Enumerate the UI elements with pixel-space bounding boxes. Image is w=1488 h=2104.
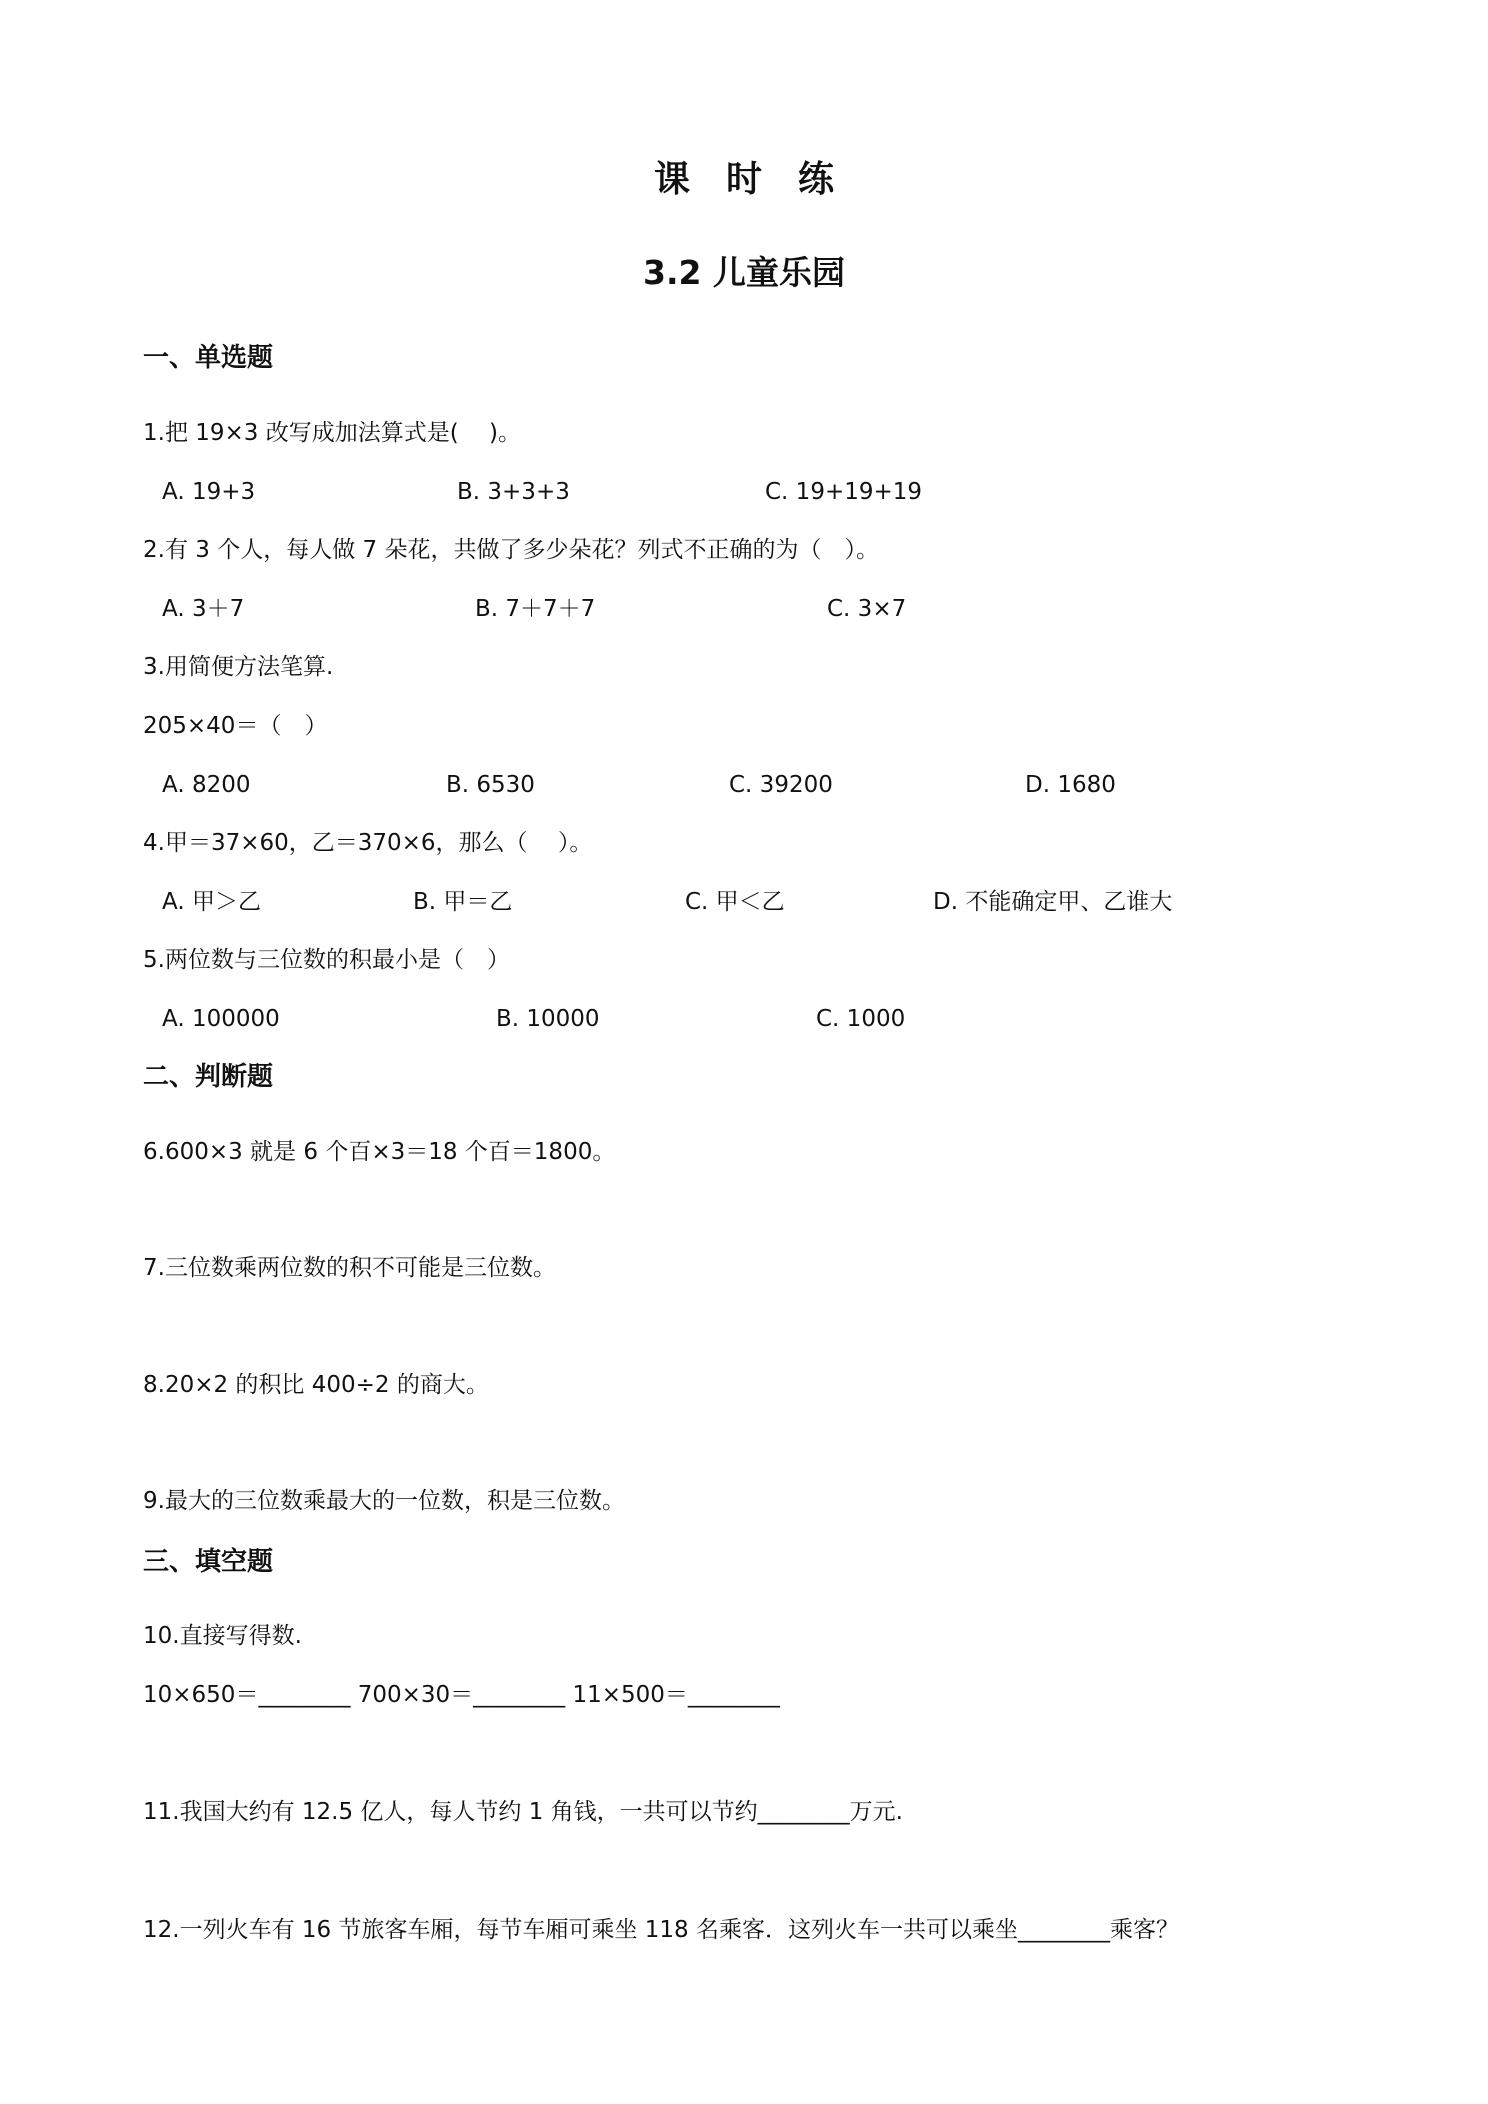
section-heading-true-false: 二、判断题 <box>143 1062 274 1092</box>
section-heading-single-choice: 一、单选题 <box>143 343 274 373</box>
question-10-blanks: 10×650＝________ 700×30＝________ 11×500＝________ <box>143 1682 780 1708</box>
question-2-option-c: C. 3×7 <box>827 596 907 622</box>
question-2-option-a: A. 3＋7 <box>162 596 245 622</box>
question-11-stem: 11.我国大约有 12.5 亿人，每人节约 1 角钱，一共可以节约________万元. <box>143 1799 903 1825</box>
question-3-stem: 3.用简便方法笔算. <box>143 654 334 680</box>
question-3-option-c: C. 39200 <box>729 772 833 798</box>
question-6-statement: 6.600×3 就是 6 个百×3＝18 个百＝1800。 <box>143 1139 616 1165</box>
question-8-statement: 8.20×2 的积比 400÷2 的商大。 <box>143 1372 489 1398</box>
question-5-option-a: A. 100000 <box>162 1006 280 1032</box>
question-4-option-a: A. 甲＞乙 <box>162 889 261 915</box>
question-1-stem: 1.把 19×3 改写成加法算式是( )。 <box>143 420 521 446</box>
question-9-statement: 9.最大的三位数乘最大的一位数，积是三位数。 <box>143 1488 625 1514</box>
question-4-stem: 4.甲＝37×60，乙＝370×6，那么（ ）。 <box>143 830 593 856</box>
page-title: 课 时 练 <box>653 159 834 200</box>
question-5-option-b: B. 10000 <box>496 1006 600 1032</box>
question-1-option-c: C. 19+19+19 <box>765 479 923 505</box>
page-subtitle: 3.2 儿童乐园 <box>643 253 845 292</box>
question-7-statement: 7.三位数乘两位数的积不可能是三位数。 <box>143 1255 556 1281</box>
question-10-stem: 10.直接写得数. <box>143 1623 302 1649</box>
question-3-option-b: B. 6530 <box>446 772 535 798</box>
question-5-option-c: C. 1000 <box>816 1006 906 1032</box>
section-heading-fill-blank: 三、填空题 <box>143 1547 274 1577</box>
question-4-option-d: D. 不能确定甲、乙谁大 <box>933 889 1173 915</box>
question-2-stem: 2.有 3 个人，每人做 7 朵花，共做了多少朵花？列式不正确的为（ ）。 <box>143 537 879 563</box>
question-4-option-b: B. 甲＝乙 <box>413 889 513 915</box>
question-1-option-a: A. 19+3 <box>162 479 256 505</box>
question-3-option-a: A. 8200 <box>162 772 251 798</box>
question-3-option-d: D. 1680 <box>1025 772 1116 798</box>
question-12-stem: 12.一列火车有 16 节旅客车厢，每节车厢可乘坐 118 名乘客．这列火车一共可以乘坐________乘客？ <box>143 1917 1179 1943</box>
question-1-option-b: B. 3+3+3 <box>457 479 570 505</box>
question-5-stem: 5.两位数与三位数的积最小是（ ） <box>143 947 510 973</box>
question-3-expression: 205×40＝（ ） <box>143 713 328 739</box>
question-2-option-b: B. 7＋7＋7 <box>475 596 596 622</box>
question-4-option-c: C. 甲＜乙 <box>685 889 785 915</box>
